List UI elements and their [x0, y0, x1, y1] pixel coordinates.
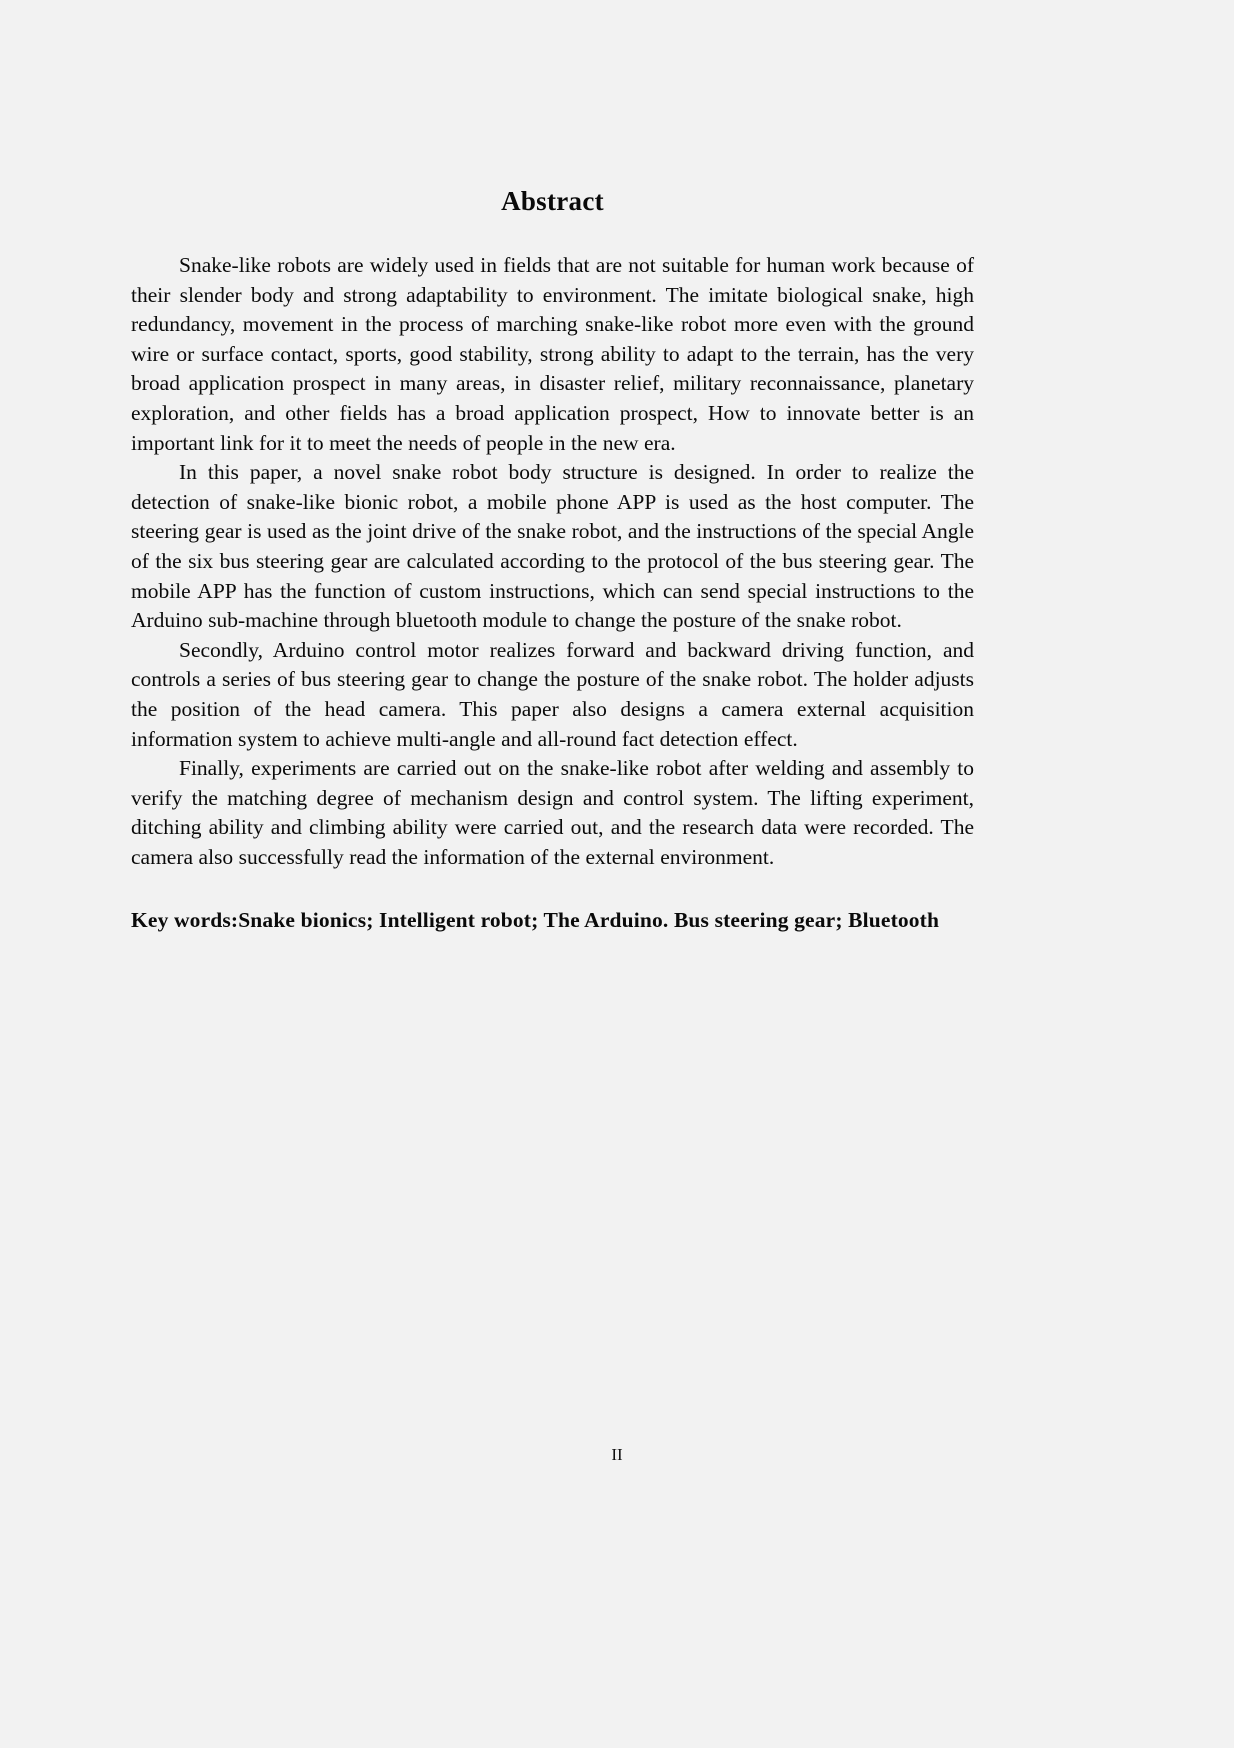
keywords-value: Snake bionics; Intelligent robot; The Arduino. Bus steering gear; Bluetooth [238, 908, 940, 933]
abstract-paragraph-3: Secondly, Arduino control motor realizes forward and backward driving function, and controls a series of bus steering gear to change the posture of the snake robot. The holder adjusts the position of the head camera. This paper also designs a camera external acquisition information system to achieve multi-angle and all-round fact detection effect. [131, 637, 974, 751]
keywords-line [131, 906, 974, 936]
keywords-label: Key words: [131, 908, 239, 933]
abstract-content [131, 186, 974, 936]
page-number: II [611, 1445, 623, 1464]
abstract-paragraph-4: Finally, experiments are carried out on the snake-like robot after welding and assembly to verify the matching degree of mechanism design and control system. The lifting experiment, ditching ability and climbing ability were carried out, and the research data were recorded. The camera also successfully read the information of the external environment. [131, 756, 974, 869]
abstract-paragraph-1: Snake-like robots are widely used in fields that are not suitable for human work because of their slender body and strong adaptability to environment. The imitate biological snake, high redundancy, movement in the process of marching snake-like robot more even with the ground wire or surface contact, sports, good stability, strong ability to adapt to the terrain, has the very broad application prospect in many areas, in disaster relief, military reconnaissance, planetary exploration, and other fields has a broad application prospect, How to innovate better is an important link for it to meet the needs of people in the new era. [131, 253, 974, 455]
page-title: Abstract [501, 186, 604, 216]
abstract-paragraph-2: In this paper, a novel snake robot body structure is designed. In order to realize the detection of snake-like bionic robot, a mobile phone APP is used as the host computer. The steering gear is used as the joint drive of the snake robot, and the instructions of the special Angle of the six bus steering gear are calculated according to the protocol of the bus steering gear. The mobile APP has the function of custom instructions, which can send special instructions to the Arduino sub-machine through bluetooth module to change the posture of the snake robot. [131, 460, 974, 633]
